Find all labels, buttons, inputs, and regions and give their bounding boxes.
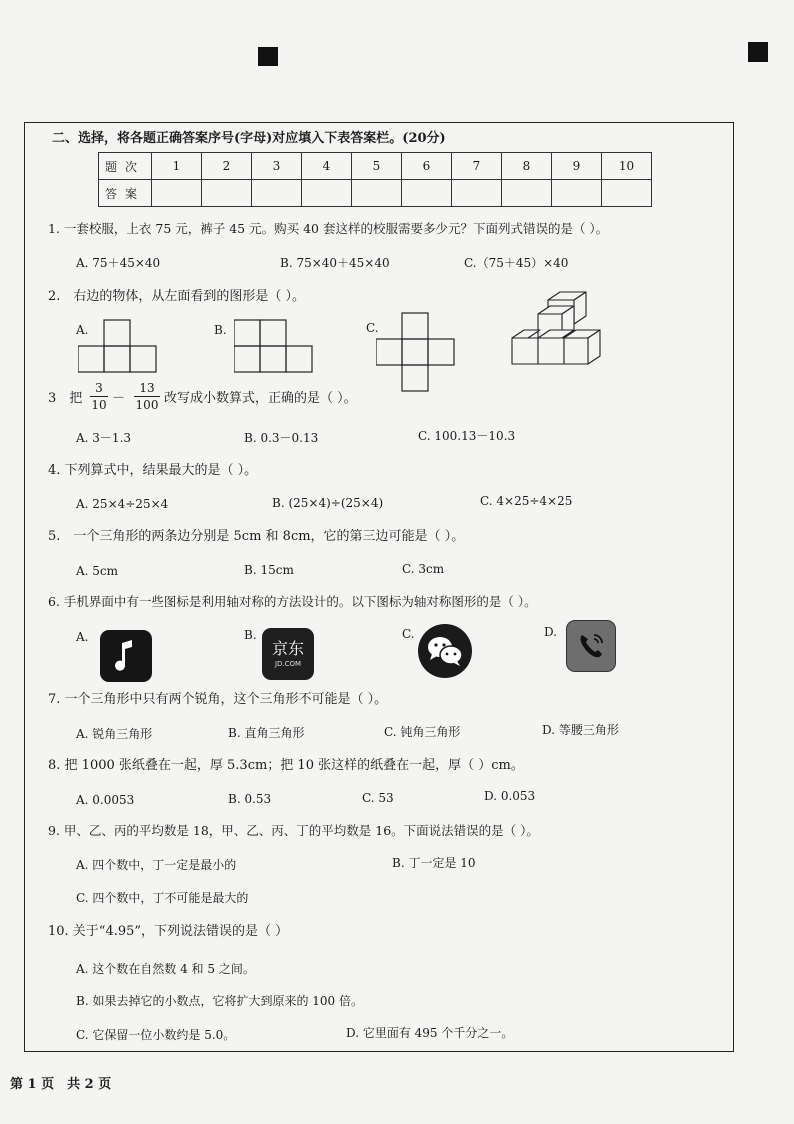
answer-cell[interactable] [352, 180, 402, 207]
question-2-option-b: B. [214, 323, 227, 337]
fraction-numerator: 13 [139, 381, 155, 395]
question-8-option-a: A. 0.0053 [76, 793, 135, 807]
question-1-option-b: B. 75×40＋45×40 [280, 256, 390, 270]
option-c-view-figure [376, 312, 458, 392]
question-4-stem: 4. 下列算式中，结果最大的是（ ）。 [48, 463, 258, 478]
section-title: 二、选择，将各题正确答案序号(字母)对应填入下表答案栏。(20分) [52, 131, 446, 146]
question-8-option-d: D. 0.053 [484, 789, 536, 803]
question-7-stem: 7. 一个三角形中只有两个锐角，这个三角形不可能是（ ）。 [48, 692, 388, 707]
question-number-cell: 5 [352, 153, 402, 180]
jd-domain-text: JD.COM [274, 660, 302, 668]
question-number-cell: 1 [152, 153, 202, 180]
fraction-bar [90, 396, 108, 397]
question-6-option-c: C. [402, 627, 415, 641]
answer-cell[interactable] [452, 180, 502, 207]
answer-cell[interactable] [502, 180, 552, 207]
answer-cell[interactable] [252, 180, 302, 207]
question-3-option-c: C. 100.13－10.3 [418, 429, 516, 443]
question-5-option-b: B. 15cm [244, 563, 294, 577]
question-2-stem: 2. 右边的物体，从左面看到的图形是（ ）。 [48, 289, 306, 304]
answer-cell[interactable] [552, 180, 602, 207]
jd-logo-icon [262, 628, 314, 680]
question-9-option-a: A. 四个数中，丁一定是最小的 [76, 858, 237, 872]
minus-sign: － [112, 391, 126, 406]
answer-table [98, 152, 652, 207]
question-6-option-a: A. [76, 630, 89, 644]
question-9-stem: 9. 甲、乙、丙的平均数是 18，甲、乙、丙、丁的平均数是 16。下面说法错误的是（ ）。 [48, 823, 539, 838]
question-3-option-a: A. 3－1.3 [76, 431, 132, 445]
answer-cell[interactable] [602, 180, 652, 207]
question-number-cell: 2 [202, 153, 252, 180]
question-9-option-c: C. 四个数中，丁不可能是最大的 [76, 891, 249, 905]
question-6-stem: 6. 手机界面中有一些图标是利用轴对称的方法设计的。以下图标为轴对称图形的是（ ）。 [48, 594, 537, 609]
question-1-option-c: C.（75＋45）×40 [464, 256, 569, 270]
question-1-option-a: A. 75＋45×40 [76, 256, 161, 270]
question-10-option-d: D. 它里面有 495 个千分之一。 [346, 1026, 514, 1040]
music-note-icon [100, 630, 152, 682]
question-10-option-b: B. 如果去掉它的小数点，它将扩大到原来的 100 倍。 [76, 994, 363, 1008]
jd-brand-text: 京东 [271, 639, 304, 658]
question-2-option-a: A. [76, 323, 89, 337]
answer-cell[interactable] [302, 180, 352, 207]
page-number-footer: 第 1 页 共 2 页 [10, 1077, 112, 1092]
question-number-cell: 4 [302, 153, 352, 180]
question-number-cell: 10 [602, 153, 652, 180]
question-7-option-d: D. 等腰三角形 [542, 723, 619, 737]
table-row [99, 180, 652, 207]
question-2-option-c: C. [366, 321, 379, 335]
table-row [99, 153, 652, 180]
fraction-three-tenths [90, 381, 108, 412]
question-8-stem: 8. 把 1000 张纸叠在一起，厚 5.3cm；把 10 张这样的纸叠在一起，厚（ ）cm。 [48, 758, 524, 773]
question-3-prefix: 3 把 [48, 391, 83, 406]
wechat-icon [418, 624, 472, 678]
fraction-thirteen-hundredths [134, 381, 160, 412]
phone-icon [566, 620, 616, 672]
question-10-stem: 10. 关于“4.95”，下列说法错误的是（ ） [48, 924, 289, 939]
question-8-option-c: C. 53 [362, 791, 394, 805]
question-5-option-a: A. 5cm [76, 564, 119, 578]
answer-cell[interactable] [152, 180, 202, 207]
question-5-option-c: C. 3cm [402, 562, 445, 576]
question-number-cell: 8 [502, 153, 552, 180]
row-label-answer: 答案 [99, 180, 152, 207]
question-8-option-b: B. 0.53 [228, 792, 272, 806]
fraction-denominator: 100 [135, 398, 159, 412]
registration-mark-left [258, 47, 278, 66]
answer-cell[interactable] [402, 180, 452, 207]
fraction-denominator: 10 [91, 398, 107, 412]
question-3-suffix: 改写成小数算式，正确的是（ ）。 [164, 391, 357, 406]
registration-mark-right [748, 42, 768, 62]
question-number-cell: 6 [402, 153, 452, 180]
question-7-option-c: C. 钝角三角形 [384, 725, 461, 739]
question-number-cell: 9 [552, 153, 602, 180]
question-4-option-c: C. 4×25÷4×25 [480, 494, 573, 508]
question-7-option-a: A. 锐角三角形 [76, 727, 153, 741]
fraction-numerator: 3 [95, 381, 103, 395]
answer-cell[interactable] [202, 180, 252, 207]
question-1-stem: 1. 一套校服，上衣 75 元，裤子 45 元。购买 40 套这样的校服需要多少元？下面列式错误的是（ ）。 [48, 221, 609, 236]
question-6-option-b: B. [244, 628, 257, 642]
row-label-question-number: 题次 [99, 153, 152, 180]
question-number-cell: 7 [452, 153, 502, 180]
question-10-option-a: A. 这个数在自然数 4 和 5 之间。 [76, 962, 255, 976]
option-a-view-figure [78, 318, 160, 374]
question-4-option-a: A. 25×4÷25×4 [76, 497, 169, 511]
fraction-bar [134, 396, 160, 397]
question-9-option-b: B. 丁一定是 10 [392, 856, 476, 870]
cube-stack-figure [508, 290, 608, 374]
question-5-stem: 5. 一个三角形的两条边分别是 5cm 和 8cm，它的第三边可能是（ ）。 [48, 529, 465, 544]
question-number-cell: 3 [252, 153, 302, 180]
question-7-option-b: B. 直角三角形 [228, 726, 305, 740]
option-b-view-figure [234, 318, 316, 374]
question-4-option-b: B. (25×4)÷(25×4) [272, 496, 384, 510]
question-3-option-b: B. 0.3－0.13 [244, 431, 319, 445]
question-6-option-d: D. [544, 625, 558, 639]
question-10-option-c: C. 它保留一位小数约是 5.0。 [76, 1028, 236, 1042]
